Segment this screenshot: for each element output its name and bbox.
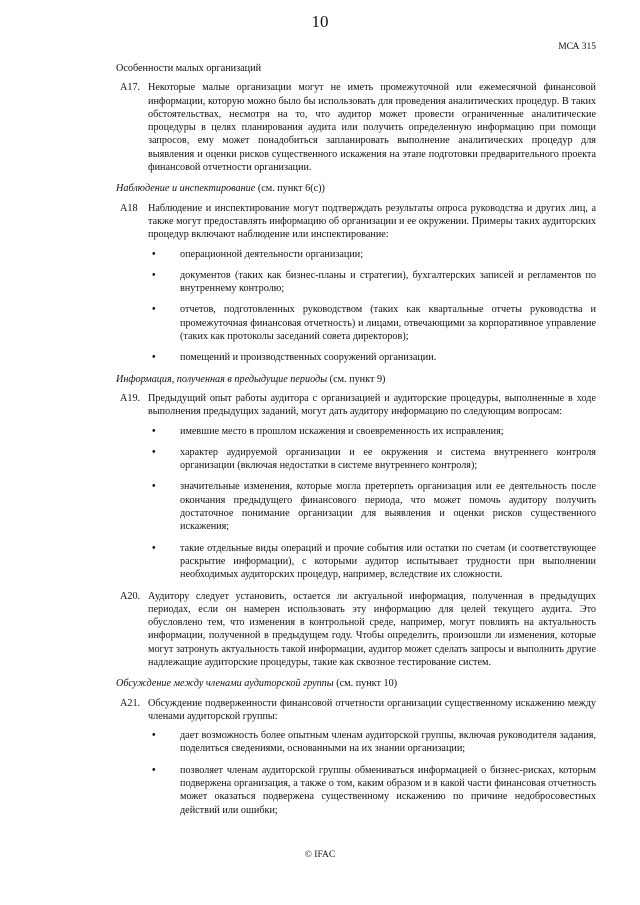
bullet-text: характер аудируемой организации и ее окружения и система внутреннего контроля организации (включая недостатки в системе внутреннего контроля);: [180, 446, 596, 472]
paragraph-number: A18: [120, 202, 138, 214]
section-heading: [116, 62, 596, 75]
bullet-dot-icon: •: [152, 542, 156, 554]
section-heading-reference: (см. пункт 6(с)): [255, 183, 325, 195]
paragraph-text: Наблюдение и инспектирование могут подтверждать результаты опроса руководства и других лиц, а также могут предоставлять информацию об организации и ее окружении. Примеры таких аудиторских процедур включают наблюдение или инспектирование:: [148, 202, 596, 241]
paragraph-text: Обсуждение подверженности финансовой отчетности организации существенному искажению между членами аудиторской группы:: [148, 697, 596, 722]
paragraph-number: A19.: [120, 392, 141, 404]
bullet-dot-icon: •: [152, 730, 156, 742]
bullet-text: такие отдельные виды операций и прочие события или остатки по счетам (и соответствующее раскрытие информации), с которыми аудитор испытывает трудности при выполнении необходимых аудиторских процедур, например, вследствие их сложности.: [180, 542, 596, 581]
bullet-dot-icon: •: [152, 425, 156, 437]
paragraph-number: A17.: [120, 82, 141, 94]
section-heading-reference: (см. пункт 9): [327, 373, 386, 385]
bullet-text: значительные изменения, которые могла претерпеть организация или ее деятельность после окончания предыдущего финансового периода, что может помочь аудитору получить достаточное понимание организации для выявления и оценки рисков существенного искажения;: [180, 481, 596, 533]
bullet-text: дает возможность более опытным членам аудиторской группы, включая руководителя задания, поделиться сведениями, основанными на их знании организации;: [180, 730, 596, 755]
paragraph: [116, 202, 596, 365]
section-heading-title: Информация, полученная в предыдущие периоды: [116, 373, 328, 385]
paragraph: [116, 392, 596, 582]
paragraph: [116, 590, 596, 670]
bullet-dot-icon: •: [152, 304, 156, 316]
section-heading: [116, 373, 596, 386]
paragraph-number: A20.: [120, 590, 141, 602]
bullet-list: [148, 248, 596, 365]
bullet-dot-icon: •: [152, 352, 156, 364]
bullet-text: операционной деятельности организации;: [180, 248, 364, 260]
section-heading: [116, 182, 596, 195]
bullet-item: [148, 269, 596, 296]
bullet-dot-icon: •: [152, 764, 156, 776]
bullet-text: помещений и производственных сооружений организации.: [180, 352, 437, 364]
bullet-item: [148, 303, 596, 343]
bullet-item: [148, 425, 596, 438]
document-body: [116, 62, 596, 825]
bullet-dot-icon: •: [152, 269, 156, 281]
bullet-item: [148, 351, 596, 364]
bullet-item: [148, 248, 596, 261]
paragraph: [116, 81, 596, 174]
bullet-item: [148, 764, 596, 817]
section-heading-title: Обсуждение между членами аудиторской группы: [116, 678, 334, 690]
bullet-item: [148, 542, 596, 582]
bullet-item: [148, 729, 596, 756]
section-heading-title: Особенности малых организаций: [116, 63, 262, 74]
bullet-text: позволяет членам аудиторской группы обмениваться информацией о бизнес-рисках, которым подвержена организация, а также о том, каким образом и в какой части финансовая отчетность может оказаться подвержена существенному искажению по причине недобросовестных действий или ошибки;: [180, 764, 596, 816]
bullet-dot-icon: •: [152, 248, 156, 260]
paragraph-text: Некоторые малые организации могут не иметь промежуточной или ежемесячной финансовой информации, которую можно было бы использовать для проведения аналитических процедур. В таких обстоятельствах, несмотря на то, что аудитор может провести ограниченные аналитические процедуры в целях планирования аудита или получить определенную информацию при помощи запросов, ему может понадобиться запланировать выполнение аналитических процедур для выявления и оценки рисков существенного искажения на этапе подготовки предварительного проекта финансовой отчетности организации.: [148, 82, 596, 174]
section-heading-title: Наблюдение и инспектирование: [116, 183, 256, 195]
bullet-text: отчетов, подготовленных руководством (таких как квартальные отчеты руководства и промежуточная финансовая отчетность) и лицами, отвечающими за корпоративное управление (таких как протоколы заседаний совета директоров);: [180, 304, 596, 343]
page-number: 10: [311, 12, 329, 31]
bullet-text: документов (таких как бизнес-планы и стратегии), бухгалтерских записей и регламентов по внутреннему контролю;: [180, 269, 596, 295]
bullet-text: имевшие место в прошлом искажения и своевременность их исправления;: [180, 425, 504, 437]
paragraph-text: Аудитору следует установить, остается ли актуальной информация, полученная в предыдущих периодах, если он намерен использовать эту информацию для целей текущего аудита. Это обусловлено тем, что изменения в контрольной среде, например, могут повлиять на актуальность информации, полученной в предыдущем году. Чтобы определить, произошли ли изменения, которые могут затронуть актуальность такой информации, аудитор может сделать запросы и выполнить другие надлежащие аудиторские процедуры, такие как сквозное тестирование систем.: [148, 590, 596, 668]
document-code: МСА 315: [558, 42, 596, 52]
paragraph: [116, 697, 596, 817]
copyright-footer: © IFAC: [304, 850, 336, 860]
section-heading: [116, 677, 596, 690]
paragraph-text: Предыдущий опыт работы аудитора с организацией и аудиторские процедуры, выполненные в ходе выполнения предыдущих заданий, могут дать аудитору информацию по следующим вопросам:: [148, 392, 596, 418]
bullet-dot-icon: •: [152, 481, 156, 493]
section-heading-reference: (см. пункт 10): [333, 678, 398, 690]
bullet-item: [148, 480, 596, 533]
bullet-dot-icon: •: [152, 446, 156, 458]
bullet-item: [148, 446, 596, 473]
bullet-list: [148, 425, 596, 582]
bullet-list: [148, 729, 596, 817]
paragraph-number: A21.: [120, 697, 141, 709]
